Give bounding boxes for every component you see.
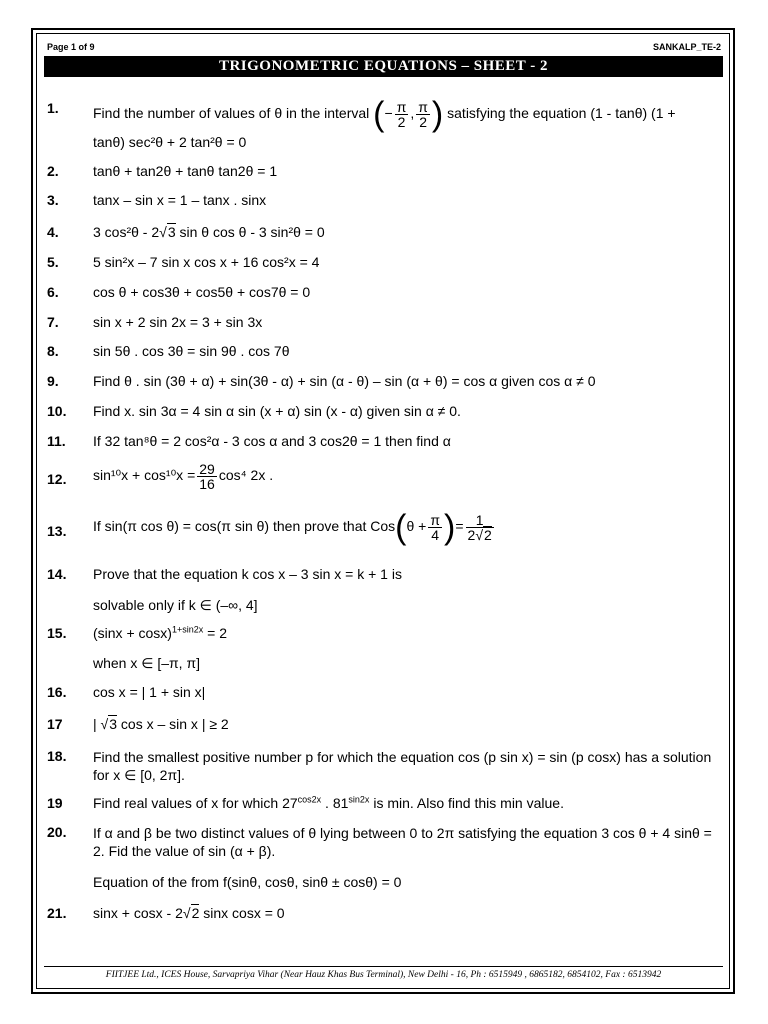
question-number: 12.	[47, 471, 67, 487]
question-number: 14.	[47, 566, 67, 582]
question-number: 2.	[47, 163, 59, 179]
question-number: 20.	[47, 824, 67, 840]
question-text: tanθ + tan2θ + tanθ tan2θ = 1	[93, 163, 278, 179]
footer-address: FIITJEE Ltd., ICES House, Sarvapriya Vihar (Near Hauz Khas Bus Terminal), New Delhi - 16, Ph : 6515949 , 6865182, 6854102, Fax : 6513942	[105, 970, 662, 980]
question-number: 16.	[47, 684, 67, 700]
question-text: sinx + cosx - 2√2 sinx cosx = 0	[93, 905, 285, 921]
question-text: tanx – sin x = 1 – tanx . sinx	[93, 192, 267, 208]
fraction: $\frac{1}{2√2}$	[467, 512, 492, 543]
page-number: Page 1 of 9	[47, 42, 95, 52]
question-text: Find real values of x for which $27^{cos2x}$ . $81^{sin2x}$ is min. Also find this min value.	[93, 794, 564, 811]
question-text: Find x. sin 3α = 4 sin α sin (x + α) sin (x - α) given sin α ≠ 0.	[93, 403, 461, 419]
question-number: 5.	[47, 254, 59, 270]
page-title: TRIGONOMETRIC EQUATIONS – SHEET - 2	[44, 56, 723, 77]
question-text: 3 cos²θ - 2√3 sin θ cos θ - 3 sin²θ = 0	[93, 224, 325, 240]
question-number: 17	[47, 716, 63, 732]
fraction: $\frac{\pi}{2}$	[396, 99, 407, 130]
question-text: Find the smallest positive number p for which the equation cos (p sin x) = sin (p cosx) has a solution for x ∈ [0, 2π].	[93, 749, 712, 783]
question-15-continued: when x ∈ [–π, π]	[93, 655, 200, 671]
question-text: If α and β be two distinct values of θ lying between 0 to 2π satisfying the equation 3 cos θ + 4 sinθ = 2. Fid the value of sin (α + β).	[93, 825, 712, 859]
question-text: sin x + 2 sin 2x = 3 + sin 3x	[93, 314, 263, 330]
question-1-continued: tanθ) sec²θ + 2 tan²θ = 0	[93, 134, 247, 150]
left-paren: (	[373, 95, 385, 134]
question-number: 18.	[47, 748, 67, 764]
question-number: 15.	[47, 625, 67, 641]
question-text: $(\sin x + \cos x)^{1+sin2x} = 2$	[93, 624, 227, 641]
question-number: 13.	[47, 523, 67, 539]
fraction: $\frac{29}{16}$	[199, 461, 215, 492]
question-text: If sin(π cos θ) = cos(π sin θ) then prove that Cos(θ + $\frac{\pi}{4}$ )= $\frac{1}{2√2}$	[93, 508, 492, 547]
question-number: 8.	[47, 343, 59, 359]
question-text: If 32 tan⁸θ = 2 cos²α - 3 cos α and 3 cos2θ = 1 then find α	[93, 433, 451, 449]
question-number: 11.	[47, 433, 66, 449]
left-paren: (	[395, 508, 407, 547]
right-paren: )	[444, 508, 456, 547]
question-20-continued: Equation of the from f(sinθ, cosθ, sinθ ± cosθ) = 0	[93, 874, 402, 890]
question-text: Prove that the equation k cos x – 3 sin x = k + 1 is	[93, 566, 402, 582]
right-paren: )	[431, 95, 444, 134]
question-text: Find the number of values of θ in the interval (− $\frac{\pi}{2}$ , $\frac{\pi}{2}$ ) satisfying the equation (1 - tanθ) (1 +	[93, 95, 676, 134]
question-number: 10.	[47, 403, 67, 419]
question-text: 5 sin²x – 7 sin x cos x + 16 cos²x = 4	[93, 254, 320, 270]
fraction: $\frac{\pi}{4}$	[430, 512, 441, 543]
question-text: sin 5θ . cos 3θ = sin 9θ . cos 7θ	[93, 343, 290, 359]
question-number: 7.	[47, 314, 59, 330]
question-text: cos x = | 1 + sin x|	[93, 684, 206, 700]
question-text: | √3 cos x – sin x | ≥ 2	[93, 716, 229, 732]
question-number: 3.	[47, 192, 59, 208]
sqrt-radicand: 3	[167, 224, 176, 240]
question-number: 6.	[47, 284, 59, 300]
sqrt-radicand: 3	[109, 716, 118, 732]
question-14-continued: solvable only if k ∈ (–∞, 4]	[93, 597, 258, 613]
fraction: $\frac{\pi}{2}$	[418, 99, 428, 130]
question-text: Find θ . sin (3θ + α) + sin(3θ - α) + sin (α - θ) – sin (α + θ) = cos α given cos α ≠ 0	[93, 373, 596, 389]
sqrt-radicand: 2	[191, 905, 200, 921]
sheet-code: SANKALP_TE-2	[652, 42, 721, 52]
question-number: 19	[47, 795, 63, 811]
question-number: 21.	[47, 905, 67, 921]
question-text: sin¹⁰x + cos¹⁰x = $\frac{29}{16}$ cos⁴ 2x .	[93, 461, 274, 492]
footer-divider	[44, 966, 723, 967]
question-number: 9.	[47, 373, 59, 389]
question-number: 1.	[47, 100, 59, 116]
question-number: 4.	[47, 224, 59, 240]
question-text: cos θ + cos3θ + cos5θ + cos7θ = 0	[93, 284, 311, 300]
